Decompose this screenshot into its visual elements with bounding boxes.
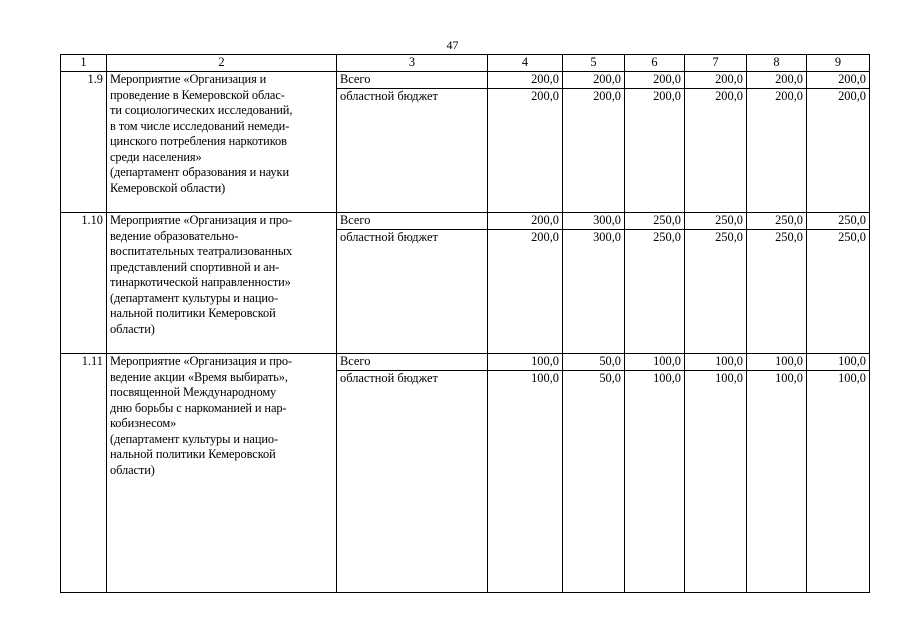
measure-description: Мероприятие «Организация и про- ведение акции «Время выбирать», посвященной Международному дню борьбы с наркоманией и нар- кобизнесом» (департамент культуры и нацио- нальной политики Кемеровской области) (107, 354, 337, 593)
value-cell: 100,0 (807, 354, 870, 371)
table-row-total (61, 72, 870, 89)
header-col-1: 1 (61, 55, 107, 72)
header-row (61, 55, 870, 72)
value-cell: 100,0 (747, 354, 807, 371)
value-cell: 200,0 (747, 89, 807, 213)
value-cell: 300,0 (563, 230, 625, 354)
measure-description: Мероприятие «Организация и про- ведение образовательно- воспитательных театрализованных представлений спортивной и ан- тинаркотической направленности» (департамент культуры и нацио- нальной политики Кемеровской области) (107, 213, 337, 354)
value-cell: 200,0 (488, 230, 563, 354)
row-number: 1.11 (61, 354, 107, 593)
value-cell: 250,0 (807, 213, 870, 230)
header-col-6: 6 (625, 55, 685, 72)
value-cell: 250,0 (625, 213, 685, 230)
table-row-total (61, 213, 870, 230)
value-cell: 250,0 (747, 230, 807, 354)
value-cell: 250,0 (685, 230, 747, 354)
value-cell: 250,0 (747, 213, 807, 230)
value-cell: 50,0 (563, 354, 625, 371)
funding-source: областной бюджет (337, 230, 488, 354)
value-cell: 250,0 (625, 230, 685, 354)
value-cell: 200,0 (563, 89, 625, 213)
value-cell: 200,0 (488, 72, 563, 89)
header-col-8: 8 (747, 55, 807, 72)
header-col-4: 4 (488, 55, 563, 72)
value-cell: 100,0 (685, 354, 747, 371)
value-cell: 200,0 (807, 89, 870, 213)
funding-source: Всего (337, 354, 488, 371)
funding-source: Всего (337, 213, 488, 230)
value-cell: 100,0 (625, 371, 685, 593)
value-cell: 200,0 (488, 89, 563, 213)
value-cell: 200,0 (807, 72, 870, 89)
page-number: 47 (446, 38, 459, 52)
funding-source: областной бюджет (337, 371, 488, 593)
value-cell: 100,0 (685, 371, 747, 593)
value-cell: 100,0 (625, 354, 685, 371)
header-col-7: 7 (685, 55, 747, 72)
value-cell: 100,0 (488, 354, 563, 371)
value-cell: 100,0 (488, 371, 563, 593)
row-number: 1.9 (61, 72, 107, 213)
row-number: 1.10 (61, 213, 107, 354)
header-col-5: 5 (563, 55, 625, 72)
value-cell: 250,0 (807, 230, 870, 354)
value-cell: 200,0 (563, 72, 625, 89)
value-cell: 200,0 (685, 89, 747, 213)
value-cell: 100,0 (747, 371, 807, 593)
value-cell: 250,0 (685, 213, 747, 230)
value-cell: 100,0 (807, 371, 870, 593)
value-cell: 200,0 (747, 72, 807, 89)
header-col-9: 9 (807, 55, 870, 72)
table-row-total (61, 354, 870, 371)
value-cell: 200,0 (625, 89, 685, 213)
budget-table (60, 54, 870, 593)
value-cell: 200,0 (488, 213, 563, 230)
funding-source: Всего (337, 72, 488, 89)
value-cell: 200,0 (685, 72, 747, 89)
measure-description: Мероприятие «Организация и проведение в Кемеровской облас- ти социологических исследований, в том числе исследований немеди- цинского потребления наркотиков среди населения» (департамент образования и науки Кемеровской области) (107, 72, 337, 213)
value-cell: 300,0 (563, 213, 625, 230)
value-cell: 200,0 (625, 72, 685, 89)
header-col-3: 3 (337, 55, 488, 72)
funding-source: областной бюджет (337, 89, 488, 213)
header-col-2: 2 (107, 55, 337, 72)
value-cell: 50,0 (563, 371, 625, 593)
